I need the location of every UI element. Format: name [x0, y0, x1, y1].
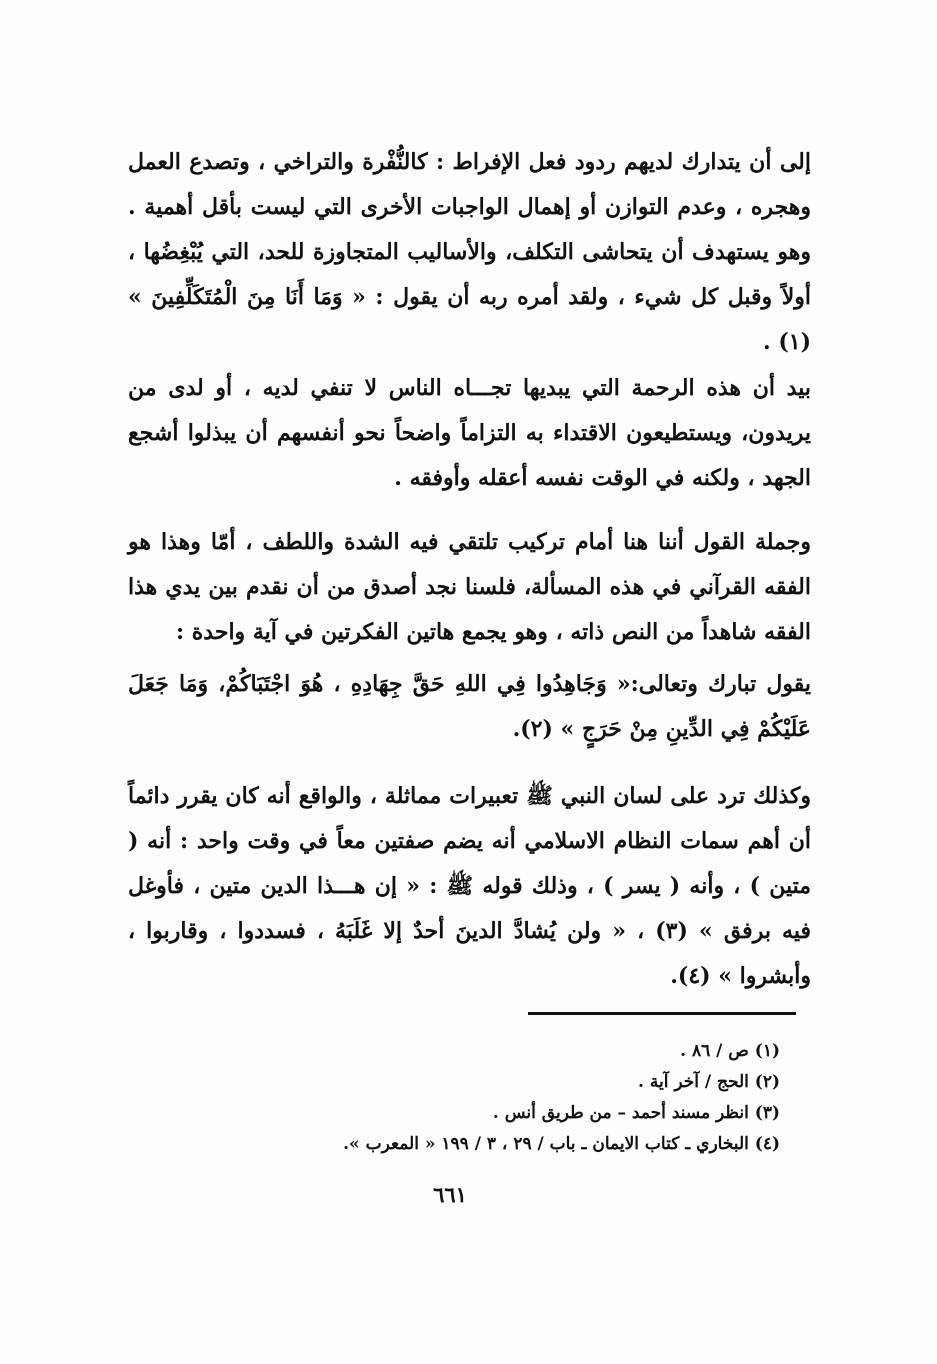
footnote-2: (٢) الحج / آخر آية . — [638, 1072, 780, 1092]
paragraph-3 — [128, 520, 811, 655]
paragraph-5-hadith — [128, 774, 811, 999]
footnote-4: (٤) البخاري ـ كتاب الايمان ـ باب / ٢٩ ، ٣ / ١٩٩ « المعرب ». — [343, 1134, 780, 1154]
footnote-3: (٣) انظر مسند أحمد – من طريق أنس . — [492, 1103, 780, 1123]
footnote-divider — [528, 1012, 796, 1015]
paragraph-text: وجملة القول أننا هنا أمام تركيب تلتقي فيه الشدة واللطف ، أمّا وهذا هو الفقه القرآني في هذه المسألة، فلسنا نجد أصدق من أن نقدم بين يدي هذا الفقه شاهداً من النص ذاته ، وهو يجمع هاتين الفكرتين في آية واحدة : — [128, 529, 811, 645]
paragraph-1 — [128, 140, 811, 365]
paragraph-text: بيد أن هذه الرحمة التي يبديها تجـــاه الناس لا تنفي لديه ، أو لدى من يريدون، ويستطيعون الاقتداء به التزاماً واضحاً نحو أنفسهم أن يبذلوا أشجع الجهد ، ولكنه في الوقت نفسه أعقله وأوفقه . — [128, 375, 811, 491]
footnotes — [190, 1036, 780, 1160]
paragraph-text: وكذلك ترد على لسان النبي ﷺ تعبيرات مماثلة ، والواقع أنه كان يقرر دائماً أن أهم سمات النظام الاسلامي أنه يضم صفتين معاً في وقت واحد : أنه ( متين ) ، وأنه ( يسر ) ، وذلك قوله ﷺ : « إن هـــذا الدين متين ، فأوغل فيه برفق » (٣) ، « ولن يُشادَّ الدينَ أحدٌ إلا غَلَبَهُ ، فسددوا ، وقاربوا ، وأبشروا » (٤). — [128, 783, 811, 989]
paragraph-text: يقول تبارك وتعالى:« وَجَاهِدُوا فِي اللهِ حَقَّ جِهَادِهِ ، هُوَ اجْتَبَاكُمْ، وَمَا جَعَلَ عَلَيْكُمْ فِي الدِّينِ مِنْ حَرَجٍ » (٢). — [128, 671, 811, 742]
paragraph-2 — [128, 366, 811, 501]
footnote-1: (١) ص / ٨٦ . — [680, 1041, 780, 1061]
paragraph-text: إلى أن يتدارك لديهم ردود فعل الإفراط : كالنُّفْرة والتراخي ، وتصدع العمل وهجره ، وعدم التوازن أو إهمال الواجبات الأخرى التي ليست بأقل أهمية . وهو يستهدف أن يتحاشى التكلف، والأساليب المتجاوزة للحد، التي يُبْغِضُها ، أولاً وقبل كل شيء ، ولقد أمره ربه أن يقول : « وَمَا أَنَا مِنَ الْمُتَكَلِّفِينَ » (١) . — [128, 149, 811, 355]
paragraph-4-quran-quote — [128, 662, 811, 752]
page-number: ٦٦١ — [433, 1182, 467, 1207]
